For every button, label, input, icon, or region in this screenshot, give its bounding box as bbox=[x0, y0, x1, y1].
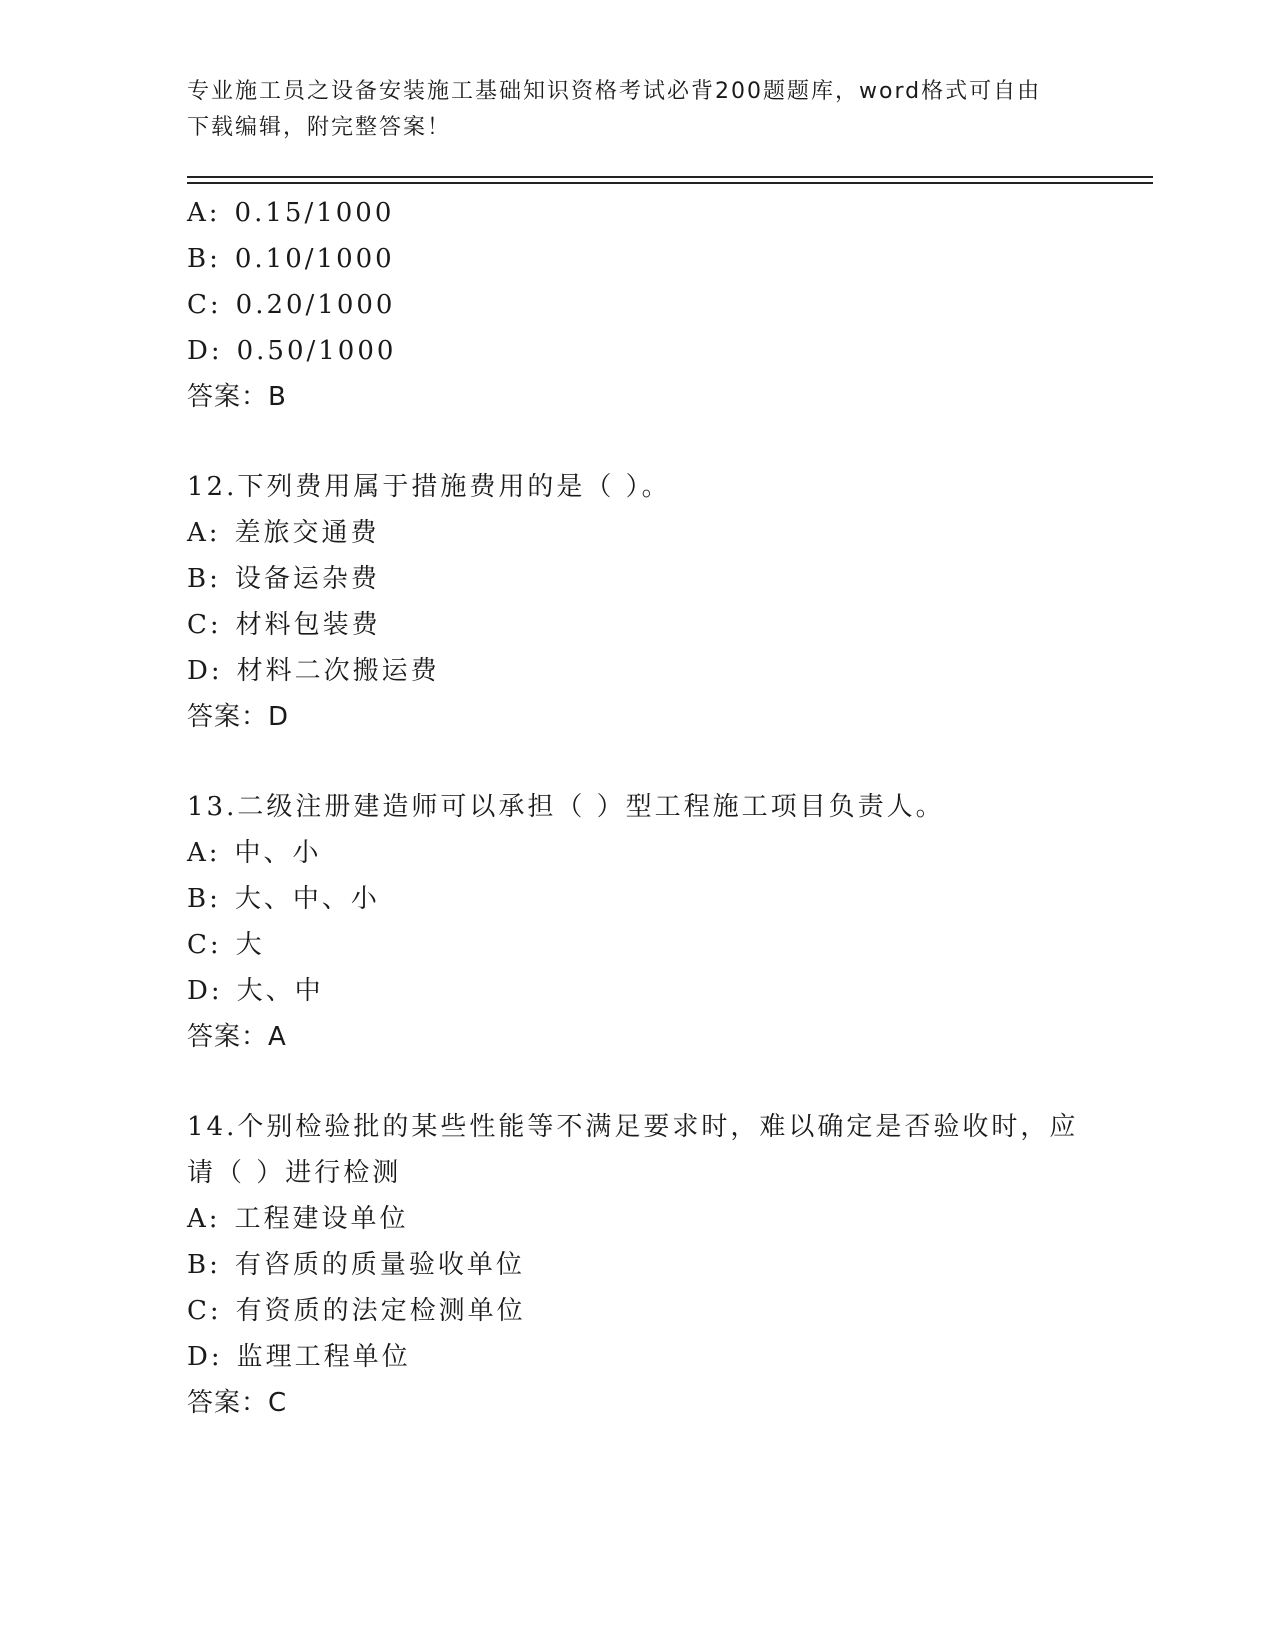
option-b: B: 0.10/1000 bbox=[187, 244, 395, 274]
answer-line: 答案：B bbox=[187, 382, 287, 412]
option-a: A: 工程建设单位 bbox=[187, 1204, 409, 1234]
option-b: B: 有咨质的质量验收单位 bbox=[187, 1250, 525, 1280]
option-a: A: 0.15/1000 bbox=[187, 198, 395, 228]
option-a: A: 差旅交通费 bbox=[187, 518, 380, 548]
option-d: D: 0.50/1000 bbox=[187, 336, 397, 366]
option-d: D: 监理工程单位 bbox=[187, 1342, 411, 1372]
option-c: C: 大 bbox=[187, 930, 265, 960]
answer-line: 答案：C bbox=[187, 1388, 288, 1418]
question-list bbox=[187, 190, 1087, 1426]
answer-line: 答案：D bbox=[187, 702, 290, 732]
question-block bbox=[187, 464, 1087, 740]
question-block bbox=[187, 1104, 1087, 1426]
header-divider-top bbox=[187, 176, 1153, 178]
option-c: C: 有资质的法定检测单位 bbox=[187, 1296, 526, 1326]
option-b: B: 设备运杂费 bbox=[187, 564, 380, 594]
question-stem-line-1: 14.个别检验批的某些性能等不满足要求时，难以确定是否验收时，应 bbox=[187, 1112, 1079, 1142]
question-stem: 13.二级注册建造师可以承担（ ）型工程施工项目负责人。 bbox=[187, 792, 945, 822]
header-divider-bottom bbox=[187, 182, 1153, 184]
option-c: C: 材料包装费 bbox=[187, 610, 381, 640]
question-stem: 12.下列费用属于措施费用的是（ ）。 bbox=[187, 472, 671, 502]
option-b: B: 大、中、小 bbox=[187, 884, 380, 914]
header-line-1: 专业施工员之设备安装施工基础知识资格考试必背200题题库，word格式可自由 bbox=[187, 79, 1042, 104]
document-header bbox=[187, 74, 1067, 146]
question-block bbox=[187, 784, 1087, 1060]
option-d: D: 材料二次搬运费 bbox=[187, 656, 440, 686]
header-line-2: 下载编辑，附完整答案！ bbox=[187, 115, 452, 140]
option-a: A: 中、小 bbox=[187, 838, 322, 868]
question-block bbox=[187, 190, 1087, 420]
option-c: C: 0.20/1000 bbox=[187, 290, 396, 320]
question-stem-line-2: 请（ ）进行检测 bbox=[187, 1158, 402, 1188]
answer-line: 答案：A bbox=[187, 1022, 287, 1052]
option-d: D: 大、中 bbox=[187, 976, 324, 1006]
